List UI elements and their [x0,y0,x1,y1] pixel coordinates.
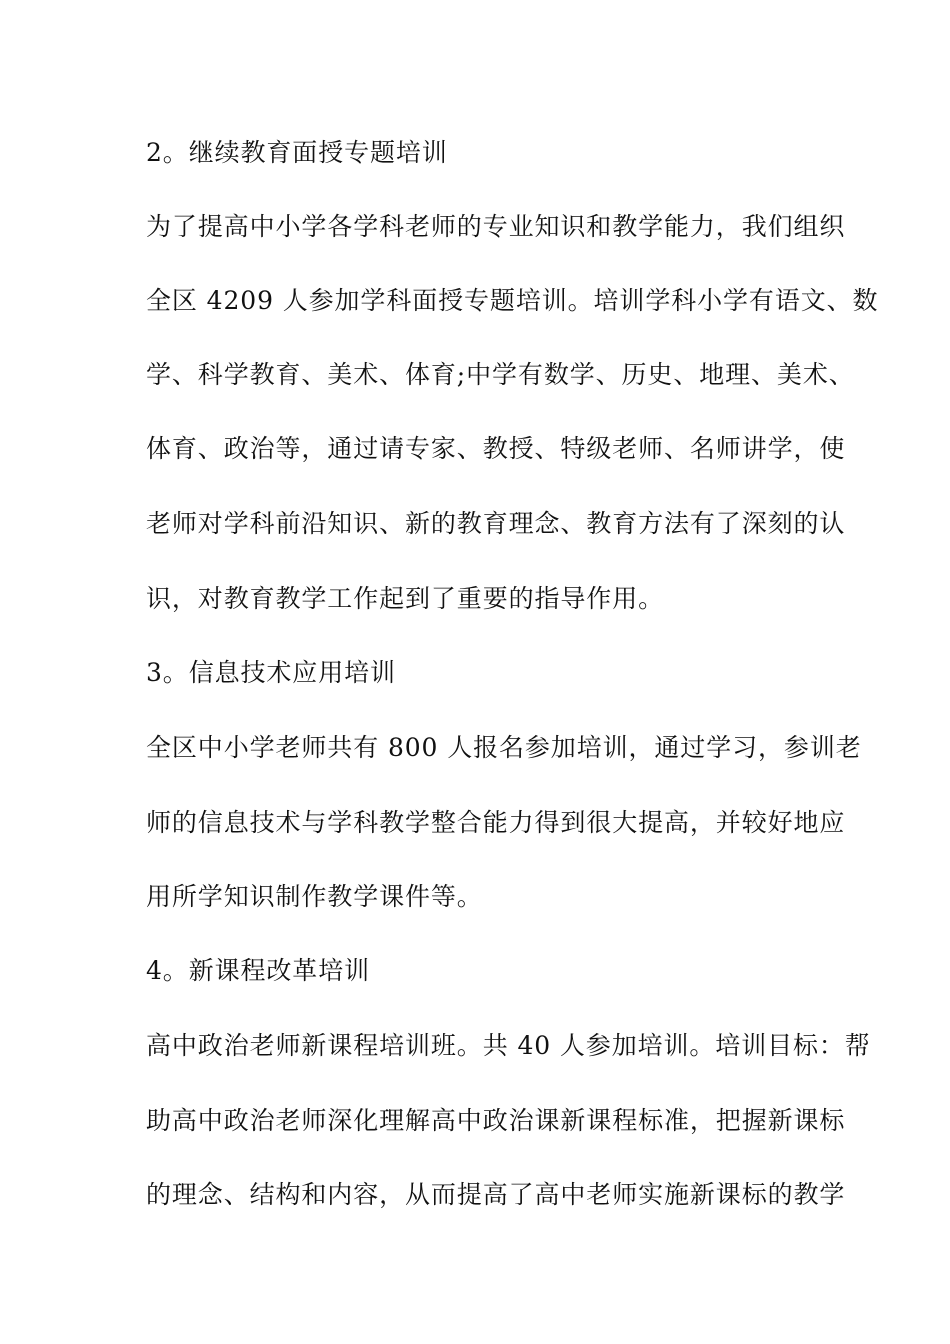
section-heading-2: 2。继续教育面授专题培训 [146,138,448,167]
section-heading-3: 3。信息技术应用培训 [146,658,396,687]
paragraph-line: 的理念、结构和内容，从而提高了高中老师实施新课标的教学 [146,1180,846,1209]
paragraph-line: 体育、政治等，通过请专家、教授、特级老师、名师讲学，使 [146,434,846,463]
paragraph-line: 高中政治老师新课程培训班。共 40 人参加培训。培训目标：帮 [146,1031,871,1060]
paragraph-line: 为了提高中小学各学科老师的专业知识和教学能力，我们组织 [146,212,846,241]
paragraph-line: 全区 4209 人参加学科面授专题培训。培训学科小学有语文、数 [146,286,879,315]
paragraph-line: 师的信息技术与学科教学整合能力得到很大提高，并较好地应 [146,808,846,837]
paragraph-line: 全区中小学老师共有 800 人报名参加培训，通过学习，参训老 [146,733,862,762]
section-heading-4: 4。新课程改革培训 [146,956,371,985]
paragraph-line: 助高中政治老师深化理解高中政治课新课程标准，把握新课标 [146,1106,846,1135]
paragraph-line: 老师对学科前沿知识、新的教育理念、教育方法有了深刻的认 [146,509,846,538]
paragraph-line: 学、科学教育、美术、体育;中学有数学、历史、地理、美术、 [146,360,855,389]
paragraph-line: 识，对教育教学工作起到了重要的指导作用。 [146,584,665,613]
paragraph-line: 用所学知识制作教学课件等。 [146,882,483,911]
